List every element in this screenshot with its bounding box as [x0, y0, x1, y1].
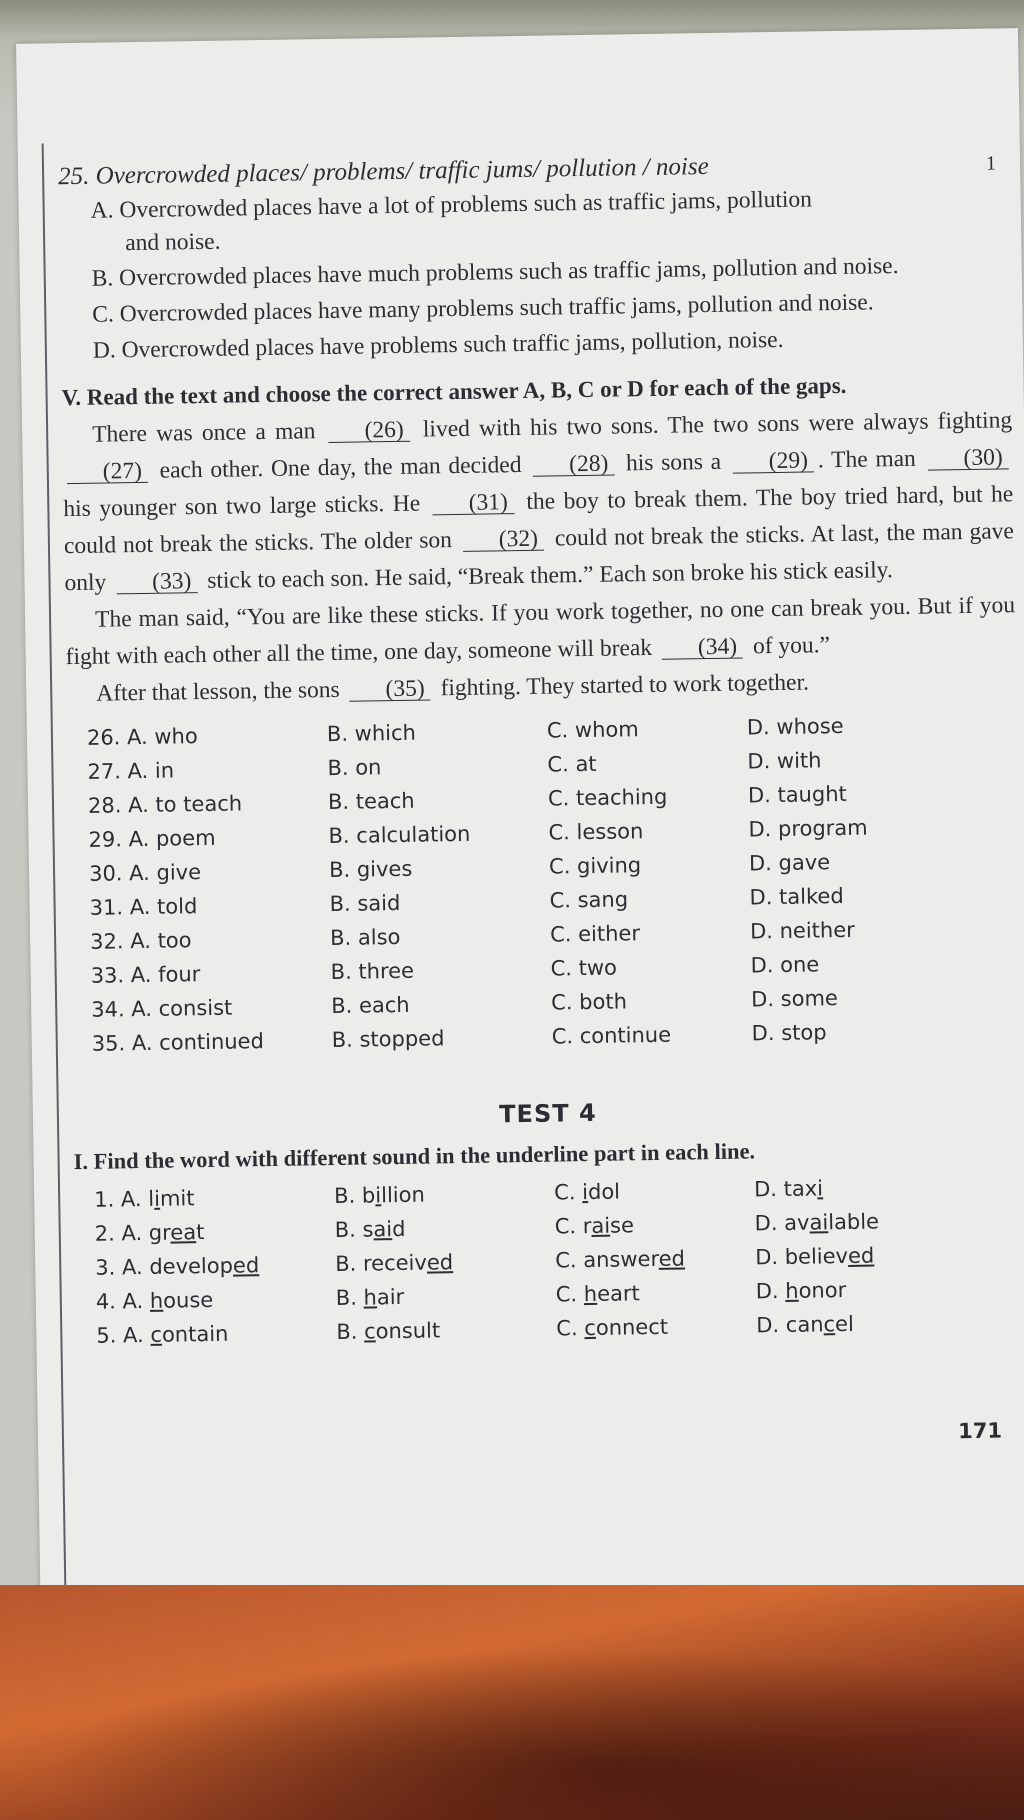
word-part: D. can	[756, 1312, 824, 1338]
corner-mark: 1	[985, 152, 997, 175]
underlined-part: ai	[809, 1210, 829, 1235]
sound-option-5-b	[336, 1314, 556, 1347]
answer-option-35-b: B. stopped	[331, 1026, 445, 1053]
question-25-prompt: 25. Overcrowded places/ problems/ traffic jums/ pollution / noise	[57, 153, 709, 191]
background-shadow	[0, 1640, 1024, 1820]
answer-option-31-c: C. sang	[549, 887, 629, 913]
answer-option-27-d: D. with	[747, 748, 822, 774]
passage-paragraph-1	[62, 402, 1015, 602]
passage-text: of you.”	[746, 632, 831, 660]
sound-option-3-a	[95, 1249, 335, 1283]
word-part: se	[609, 1213, 635, 1238]
word-part: 5. A.	[96, 1322, 151, 1348]
word-part: eart	[596, 1281, 640, 1306]
question-25-option-c: C. Overcrowded places have many problems such traffic jams, pollution and noise.	[92, 289, 874, 328]
answer-option-27-a: 27. A. in	[87, 758, 175, 784]
sound-option-4-c	[556, 1276, 756, 1309]
underlined-part: i	[817, 1176, 824, 1201]
question-25-option-d: D. Overcrowded places have problems such traffic jams, pollution, noise.	[92, 326, 784, 364]
answer-option-26-a: 26. A. who	[86, 724, 198, 750]
underlined-part: i	[581, 1180, 589, 1205]
passage-text: could not break the sticks. At last, the man gave only	[64, 518, 1015, 597]
underlined-part: h	[363, 1285, 378, 1310]
passage-text: his sons a	[618, 448, 730, 477]
word-part: lable	[828, 1209, 880, 1235]
word-part: ouse	[163, 1287, 214, 1313]
answer-option-32-b: B. also	[329, 924, 401, 951]
sound-option-1-c	[554, 1174, 754, 1207]
word-part: llion	[380, 1182, 425, 1208]
word-part: 4. A.	[95, 1288, 151, 1314]
section-5-heading: V. Read the text and choose the correct answer A, B, C or D for each of the gaps.	[61, 372, 847, 411]
word-part: air	[376, 1284, 405, 1310]
answer-option-35-c: C. continue	[551, 1022, 672, 1049]
underlined-part: ea	[170, 1220, 197, 1245]
sound-option-5-a	[96, 1317, 336, 1351]
sound-option-2-c	[554, 1208, 754, 1241]
answer-option-28-a: 28. A. to teach	[87, 791, 243, 818]
underlined-part: ed	[232, 1253, 260, 1278]
answer-option-33-d: D. one	[750, 952, 820, 978]
sound-option-2-b	[334, 1212, 554, 1245]
word-part: B. s	[334, 1217, 374, 1243]
sound-option-1-a	[94, 1181, 334, 1215]
answer-option-31-a: 31. A. told	[89, 894, 198, 920]
page-number: 171	[957, 1418, 1003, 1444]
sound-option-5-d	[756, 1307, 966, 1340]
underlined-part: ed	[658, 1246, 686, 1271]
test-4-section-1-heading: I. Find the word with different sound in the underline part in each line.	[73, 1138, 756, 1175]
word-part: onnect	[595, 1314, 669, 1340]
answer-option-32-d: D. neither	[749, 917, 855, 944]
sound-option-3-b	[335, 1246, 555, 1279]
answer-option-28-b: B. teach	[327, 788, 415, 815]
sound-option-1-d	[754, 1171, 964, 1204]
passage-text: stick to each son. He said, “Break them.” Each son broke his stick easily.	[201, 557, 893, 595]
word-part: B. b	[334, 1183, 376, 1209]
underlined-part: i	[375, 1183, 382, 1208]
passage-text: After that lesson, the sons	[96, 676, 346, 707]
page-content	[58, 148, 1024, 1351]
gap-34: (34)	[662, 636, 744, 660]
word-part: B.	[335, 1285, 364, 1311]
sound-option-3-c	[555, 1242, 755, 1275]
word-part: C.	[553, 1180, 583, 1205]
question-25-option-a: A. Overcrowded places have a lot of problems such as traffic jams, pollution	[90, 186, 813, 224]
answer-option-29-d: D. program	[748, 815, 868, 842]
answer-option-35-d: D. stop	[751, 1020, 827, 1046]
word-part: 2. A. gr	[94, 1220, 171, 1246]
word-part: d	[391, 1216, 406, 1242]
answer-option-30-a: 30. A. give	[88, 860, 202, 886]
underlined-part: ai	[591, 1213, 611, 1238]
answer-option-35-a: 35. A. continued	[91, 1029, 265, 1056]
word-part: D. tax	[753, 1176, 818, 1202]
answer-option-26-b: B. which	[326, 720, 417, 747]
workbook-page	[16, 28, 1024, 1604]
underlined-part: c	[363, 1319, 376, 1344]
answer-option-28-c: C. teaching	[547, 784, 668, 811]
gap-30: (30)	[927, 446, 1009, 470]
passage-text: each other. One day, the man decided	[151, 451, 530, 484]
answer-option-29-a: 29. A. poem	[88, 825, 216, 852]
underlined-part: h	[149, 1288, 164, 1313]
answer-option-26-c: C. whom	[546, 717, 639, 743]
underlined-part: ed	[426, 1250, 454, 1275]
word-part: onsult	[375, 1318, 441, 1344]
answer-option-27-b: B. on	[327, 755, 382, 781]
word-part: C.	[556, 1316, 585, 1341]
answer-option-30-c: C. giving	[548, 853, 642, 879]
passage-text: The man said, “You are like these sticks. If you work together, no one can break you. But if you fight with each other all the time, one day, someone will break	[65, 592, 1016, 671]
word-part: D. believ	[755, 1243, 849, 1270]
gap-28: (28)	[533, 453, 615, 477]
passage-text: lived with his two sons. The two sons were always fighting	[413, 407, 1013, 443]
answer-option-29-c: C. lesson	[548, 819, 644, 845]
word-part: C. answer	[555, 1246, 659, 1273]
underlined-part: ai	[373, 1217, 393, 1242]
gap-27: (27)	[67, 460, 149, 484]
underlined-part: c	[150, 1322, 163, 1347]
answer-option-31-b: B. said	[329, 890, 401, 917]
answer-option-26-d: D. whose	[746, 713, 844, 740]
underlined-part: i	[153, 1186, 161, 1211]
word-part: B. receiv	[335, 1250, 428, 1277]
answer-option-28-d: D. taught	[747, 781, 847, 808]
gap-32: (32)	[463, 528, 545, 552]
sound-option-1-b	[334, 1178, 554, 1211]
answer-option-34-b: B. each	[331, 992, 410, 1019]
sound-option-3-d	[755, 1239, 965, 1272]
multiple-choice-grid	[87, 708, 1022, 1059]
underlined-part: c	[584, 1315, 597, 1341]
question-25-option-b: B. Overcrowded places have much problems such as traffic jams, pollution and noise.	[91, 253, 899, 292]
answer-option-32-a: 32. A. too	[89, 928, 192, 954]
word-part: el	[834, 1311, 855, 1337]
answer-option-34-d: D. some	[750, 986, 839, 1012]
sound-option-5-c	[556, 1310, 756, 1343]
passage-text: his younger son two large sticks. He	[63, 490, 429, 523]
word-part: 3. A. develop	[95, 1253, 234, 1280]
gap-31: (31)	[433, 491, 515, 515]
answer-option-29-b: B. calculation	[328, 821, 471, 849]
sound-option-4-b	[336, 1280, 556, 1313]
answer-option-33-c: C. two	[550, 955, 618, 981]
answer-option-30-b: B. gives	[328, 856, 413, 883]
underlined-part: h	[583, 1281, 598, 1307]
underlined-part: c	[823, 1312, 836, 1337]
answer-option-34-a: 34. A. consist	[91, 995, 233, 1022]
underlined-part: ed	[847, 1243, 875, 1268]
word-part: C.	[555, 1282, 584, 1307]
sound-option-2-d	[754, 1205, 964, 1238]
word-part: onor	[798, 1277, 847, 1303]
answer-option-31-d: D. talked	[749, 883, 844, 910]
word-part: ontain	[161, 1321, 229, 1347]
passage-text: . The man	[817, 445, 924, 474]
passage-text: There was once a man	[92, 418, 325, 448]
word-part: D. av	[754, 1210, 810, 1236]
answer-option-32-c: C. either	[549, 921, 641, 947]
gap-33: (33)	[116, 570, 198, 594]
word-part: B.	[336, 1319, 365, 1344]
word-part: mit	[159, 1186, 195, 1211]
gap-26: (26)	[328, 419, 410, 443]
passage-text: fighting. They started to work together.	[434, 669, 810, 702]
word-part: D.	[755, 1278, 786, 1304]
gap-29: (29)	[733, 449, 815, 473]
gap-35: (35)	[349, 677, 431, 701]
answer-option-33-a: 33. A. four	[90, 962, 201, 988]
test-4-title: TEST 4	[498, 1098, 597, 1129]
word-part: 1. A. l	[94, 1186, 155, 1212]
sound-question-grid	[94, 1170, 1024, 1351]
word-part: C. r	[554, 1213, 592, 1239]
answer-option-30-d: D. gave	[748, 850, 831, 876]
answer-option-27-c: C. at	[547, 751, 597, 777]
answer-option-34-c: C. both	[550, 989, 628, 1015]
sound-option-2-a	[95, 1215, 335, 1249]
word-part: dol	[587, 1179, 621, 1205]
sound-option-4-d	[756, 1273, 966, 1306]
sound-option-4-a	[96, 1283, 336, 1317]
answer-option-33-b: B. three	[330, 958, 415, 985]
question-25-option-a-continuation: and noise.	[125, 228, 221, 257]
passage-text: the boy to break them. The boy tried hard, but he could not break the sticks. The older son	[63, 481, 1014, 560]
word-part: t	[195, 1220, 205, 1245]
underlined-part: h	[785, 1278, 799, 1303]
